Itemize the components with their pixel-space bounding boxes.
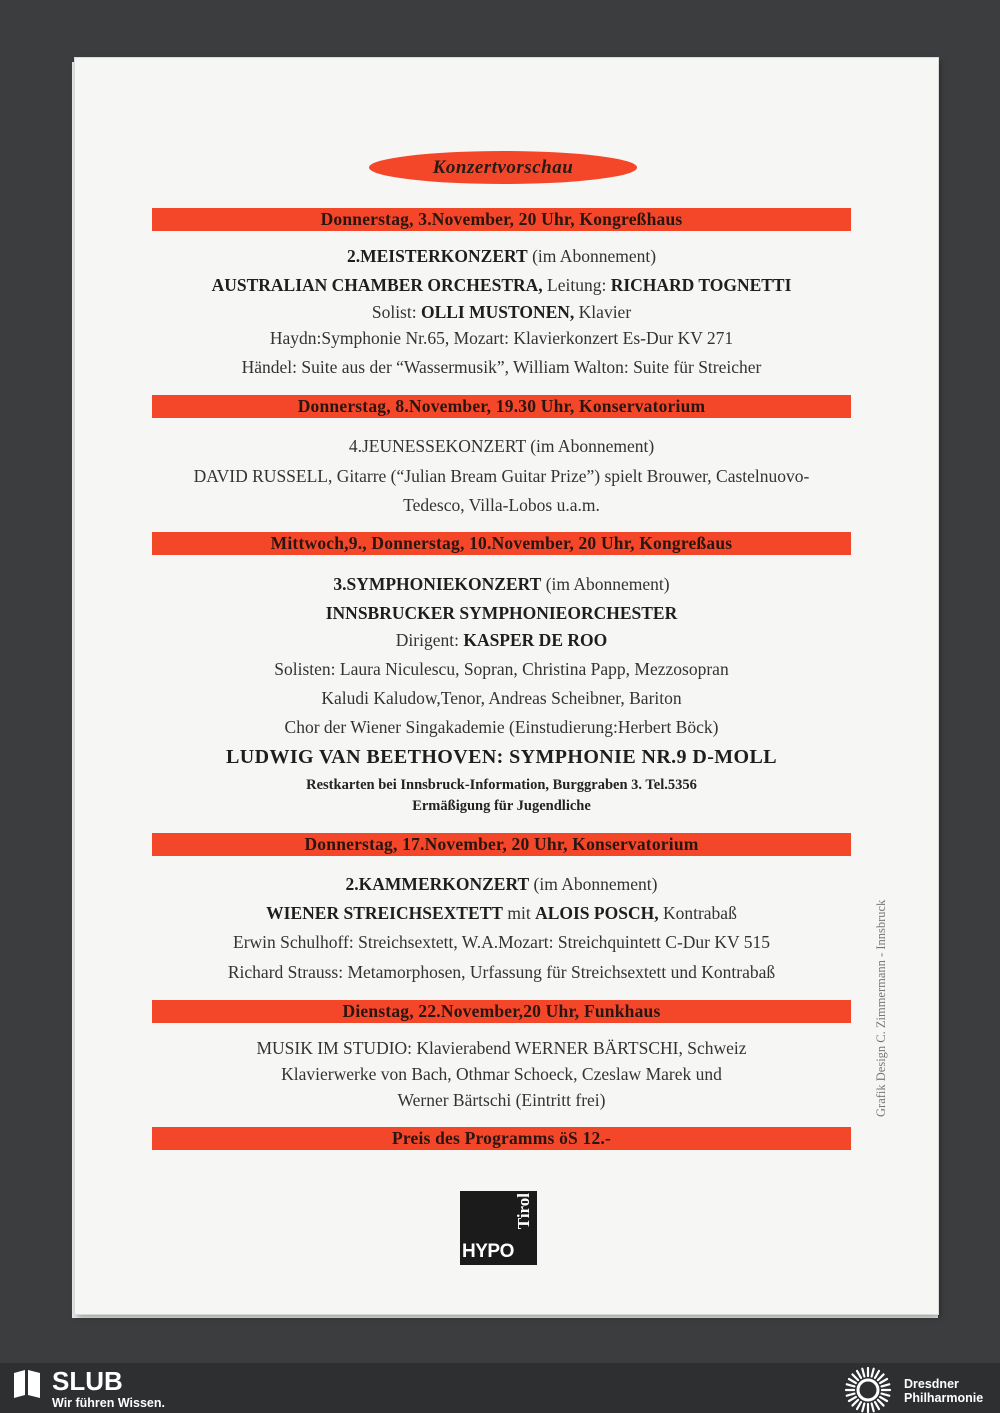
event-title: [152, 874, 851, 895]
event-line: [152, 903, 851, 924]
event-line: Erwin Schulhoff: Streichsextett, W.A.Mozart: Streichquintett C-Dur KV 515: [233, 932, 770, 952]
event-line: 4.JEUNESSEKONZERT (im Abonnement): [348, 436, 655, 456]
slub-tagline: Wir führen Wissen.: [52, 1396, 165, 1410]
event-header: Donnerstag, 3.November, 20 Uhr, Kongreßhaus: [152, 208, 851, 231]
event-line: DAVID RUSSELL, Gitarre (“Julian Bream Guitar Prize”) spielt Brouwer, Castelnuovo-: [193, 466, 810, 486]
event-line: [152, 302, 851, 323]
event-line: [152, 630, 851, 651]
text-fragment: Dirigent:: [395, 630, 464, 650]
event-line: Tedesco, Villa-Lobos u.a.m.: [403, 495, 600, 515]
event-line: Solisten: Laura Niculescu, Sopran, Christina Papp, Mezzosopran: [274, 659, 729, 679]
soloist-name: ALOIS POSCH,: [535, 903, 659, 923]
concert-name: 3.SYMPHONIEKONZERT: [333, 574, 542, 594]
philharmonie-name: [904, 1377, 983, 1405]
text-fragment: mit: [502, 903, 536, 923]
discount-info: Ermäßigung für Jugendliche: [412, 798, 591, 814]
philharmonie-sunburst-icon: [842, 1365, 894, 1413]
subscription-note: (im Abonnement): [541, 574, 670, 594]
text-fragment: Klavier: [574, 302, 632, 322]
concert-name: 2.KAMMERKONZERT: [345, 874, 530, 894]
page-title: Konzertvorschau: [369, 151, 637, 184]
logo-tirol-text: Tirol: [514, 1193, 533, 1230]
event-line: Klavierwerke von Bach, Othmar Schoeck, Czeslaw Marek und: [281, 1064, 722, 1084]
text-fragment: Kontrabaß: [658, 903, 737, 923]
slub-name: SLUB: [52, 1366, 123, 1396]
event-line: Werner Bärtschi (Eintritt frei): [397, 1090, 606, 1110]
ensemble-name: WIENER STREICHSEXTETT: [266, 903, 503, 923]
conductor-name: KASPER DE ROO: [463, 630, 608, 650]
concert-name: 2.MEISTERKONZERT: [346, 246, 528, 266]
orchestra-name: INNSBRUCKER SYMPHONIEORCHESTER: [325, 603, 678, 623]
event-line: Richard Strauss: Metamorphosen, Urfassung für Streichsextett und Kontrabaß: [227, 962, 776, 982]
event-header: Donnerstag, 17.November, 20 Uhr, Konservatorium: [152, 833, 851, 856]
event-header: Donnerstag, 8.November, 19.30 Uhr, Konservatorium: [152, 395, 851, 418]
soloist-name: OLLI MUSTONEN,: [420, 302, 575, 322]
event-line: Haydn:Symphonie Nr.65, Mozart: Klavierkonzert Es-Dur KV 271: [269, 328, 734, 348]
ensemble-name: AUSTRALIAN CHAMBER ORCHESTRA,: [211, 275, 543, 295]
event-header: Dienstag, 22.November,20 Uhr, Funkhaus: [152, 1000, 851, 1023]
design-credit: Grafik Design C. Zimmermann - Innsbruck: [874, 899, 888, 1117]
event-line: Chor der Wiener Singakademie (Einstudierung:Herbert Böck): [284, 717, 719, 737]
logo-hypo-text: HYPO: [462, 1241, 514, 1262]
philharmonie-line2: Philharmonie: [904, 1391, 984, 1405]
conductor-name: RICHARD TOGNETTI: [610, 275, 792, 295]
featured-work: LUDWIG VAN BEETHOVEN: SYMPHONIE NR.9 D-MOLL: [226, 746, 777, 768]
philharmonie-line1: Dresdner: [904, 1377, 959, 1391]
subscription-note: (im Abonnement): [527, 246, 657, 266]
text-fragment: Leitung:: [542, 275, 611, 295]
event-line: [152, 275, 851, 296]
slub-book-icon: [12, 1367, 42, 1399]
subscription-note: (im Abonnement): [529, 874, 658, 894]
hypo-tirol-logo: [460, 1191, 537, 1265]
ticket-info: Restkarten bei Innsbruck-Information, Burggraben 3. Tel.5356: [306, 777, 697, 793]
event-line: Kaludi Kaludow,Tenor, Andreas Scheibner, Bariton: [321, 688, 682, 708]
event-title: [152, 246, 851, 267]
event-line: Händel: Suite aus der “Wassermusik”, William Walton: Suite für Streicher: [241, 357, 762, 377]
event-title: [152, 574, 851, 595]
event-header: Mittwoch,9., Donnerstag, 10.November, 20 Uhr, Kongreßaus: [152, 532, 851, 555]
price-banner: Preis des Programms öS 12.-: [152, 1127, 851, 1150]
event-line: [152, 603, 851, 624]
text-fragment: Solist:: [371, 302, 421, 322]
event-line: MUSIK IM STUDIO: Klavierabend WERNER BÄRTSCHI, Schweiz: [256, 1038, 747, 1058]
